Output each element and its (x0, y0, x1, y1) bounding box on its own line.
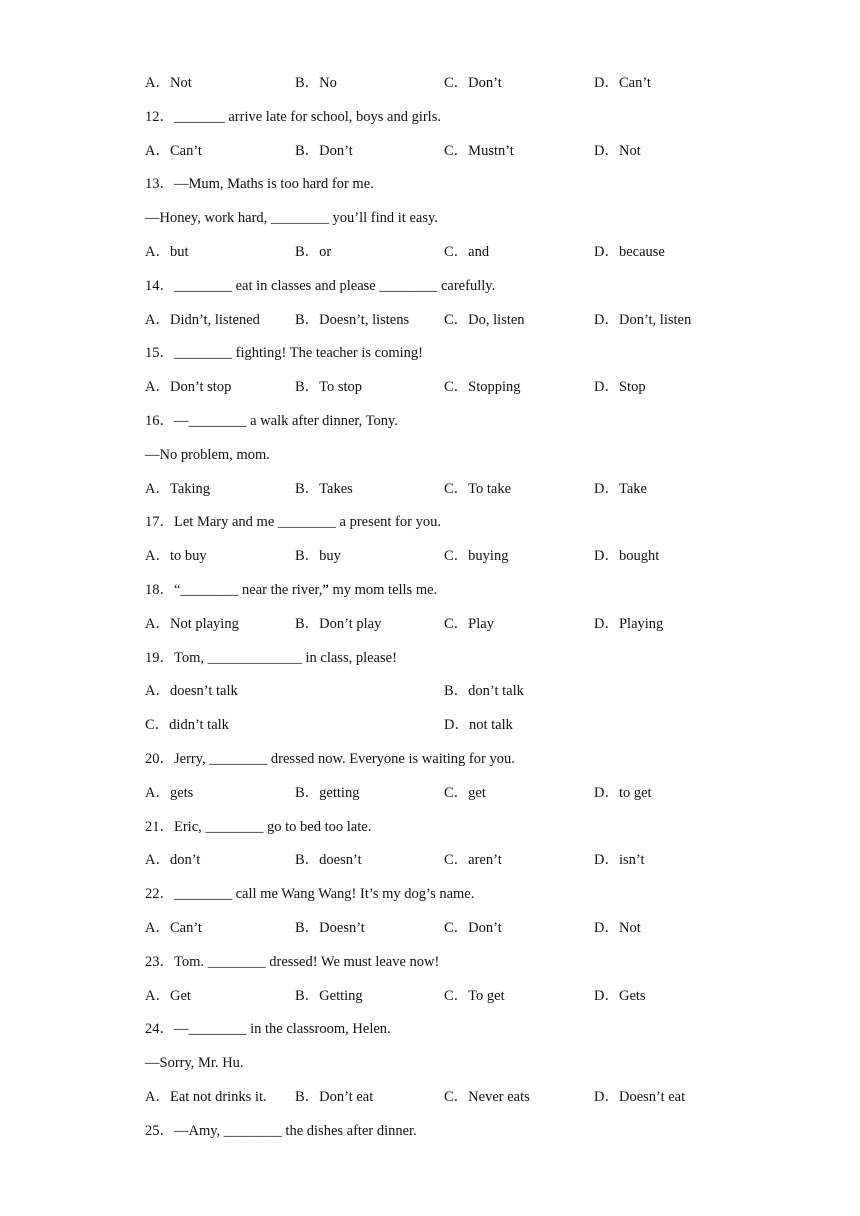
answer-option: B．or (295, 244, 332, 260)
question-text: 21．Eric, ________ go to bed too late. (145, 819, 372, 835)
answer-option: B．To stop (295, 379, 363, 395)
answer-option: C．Do, listen (444, 312, 525, 328)
answer-option: A．Didn’t, listened (145, 312, 260, 328)
answer-option: A．Can’t (145, 143, 202, 159)
answer-option: C．Don’t (444, 920, 502, 936)
answer-option: B．Don’t (295, 143, 353, 159)
answer-option: B．buy (295, 548, 341, 564)
question-text: 18．“________ near the river,” my mom tells me. (145, 582, 438, 598)
question-text: 20．Jerry, ________ dressed now. Everyone is waiting for you. (145, 751, 515, 767)
question-text: 16．—________ a walk after dinner, Tony. (145, 413, 398, 429)
answer-option: C．get (444, 785, 486, 801)
answer-option: D．because (594, 244, 665, 260)
answer-option: D．Stop (594, 379, 646, 395)
answer-option: A．to buy (145, 548, 207, 564)
answer-option: A．Not (145, 75, 192, 91)
question-text: 23．Tom. ________ dressed! We must leave now! (145, 954, 440, 970)
question-text: 22．________ call me Wang Wang! It’s my dog’s name. (145, 886, 475, 902)
answer-option: B．Don’t play (295, 616, 382, 632)
answer-option: D．Not (594, 920, 641, 936)
answer-option: D．Don’t, listen (594, 312, 692, 328)
answer-option: A．but (145, 244, 189, 260)
answer-option: C．Play (444, 616, 494, 632)
answer-option: A．doesn’t talk (145, 683, 238, 699)
question-text: 14．________ eat in classes and please ________ carefully. (145, 278, 496, 294)
answer-option: C．didn’t talk (145, 717, 229, 733)
answer-option: D．isn’t (594, 852, 645, 868)
question-text: —Honey, work hard, ________ you’ll find it easy. (145, 210, 438, 226)
answer-option: B．Don’t eat (295, 1089, 374, 1105)
answer-option: B．Doesn’t (295, 920, 365, 936)
answer-option: C．and (444, 244, 490, 260)
answer-option: B．Getting (295, 988, 363, 1004)
answer-option: A．gets (145, 785, 194, 801)
answer-option: A．don’t (145, 852, 201, 868)
answer-option: A．Can’t (145, 920, 202, 936)
answer-option: D．Can’t (594, 75, 651, 91)
answer-option: B．Takes (295, 481, 353, 497)
question-text: 17．Let Mary and me ________ a present for you. (145, 514, 441, 530)
answer-option: A．Taking (145, 481, 211, 497)
answer-option: A．Don’t stop (145, 379, 232, 395)
answer-option: C．Stopping (444, 379, 521, 395)
question-text: —Sorry, Mr. Hu. (145, 1055, 244, 1071)
answer-option: B．don’t talk (444, 683, 524, 699)
question-text: 25．—Amy, ________ the dishes after dinner. (145, 1123, 417, 1139)
question-text: 19．Tom, _____________ in class, please! (145, 650, 397, 666)
answer-option: A．Get (145, 988, 191, 1004)
answer-option: C．Mustn’t (444, 143, 514, 159)
question-text: —No problem, mom. (145, 447, 270, 463)
answer-option: D．Gets (594, 988, 646, 1004)
answer-option: D．Playing (594, 616, 664, 632)
answer-option: D．Take (594, 481, 647, 497)
answer-option: B．getting (295, 785, 360, 801)
answer-option: C．buying (444, 548, 509, 564)
answer-option: C．aren’t (444, 852, 502, 868)
question-text: 24．—________ in the classroom, Helen. (145, 1021, 391, 1037)
answer-option: D．bought (594, 548, 660, 564)
answer-option: D．Doesn’t eat (594, 1089, 686, 1105)
answer-option: B．Doesn’t, listens (295, 312, 410, 328)
answer-option: A．Not playing (145, 616, 239, 632)
answer-option: A．Eat not drinks it. (145, 1089, 267, 1105)
question-text: 13．—Mum, Maths is too hard for me. (145, 176, 374, 192)
answer-option: C．To get (444, 988, 505, 1004)
answer-option: D．to get (594, 785, 652, 801)
answer-option: B．No (295, 75, 337, 91)
answer-option: B．doesn’t (295, 852, 362, 868)
answer-option: C．To take (444, 481, 512, 497)
answer-option: C．Don’t (444, 75, 502, 91)
question-text: 15．________ fighting! The teacher is coming! (145, 345, 423, 361)
answer-option: C．Never eats (444, 1089, 530, 1105)
question-text: 12．_______ arrive late for school, boys and girls. (145, 109, 441, 125)
answer-option: D．Not (594, 143, 641, 159)
answer-option: D．not talk (444, 717, 513, 733)
